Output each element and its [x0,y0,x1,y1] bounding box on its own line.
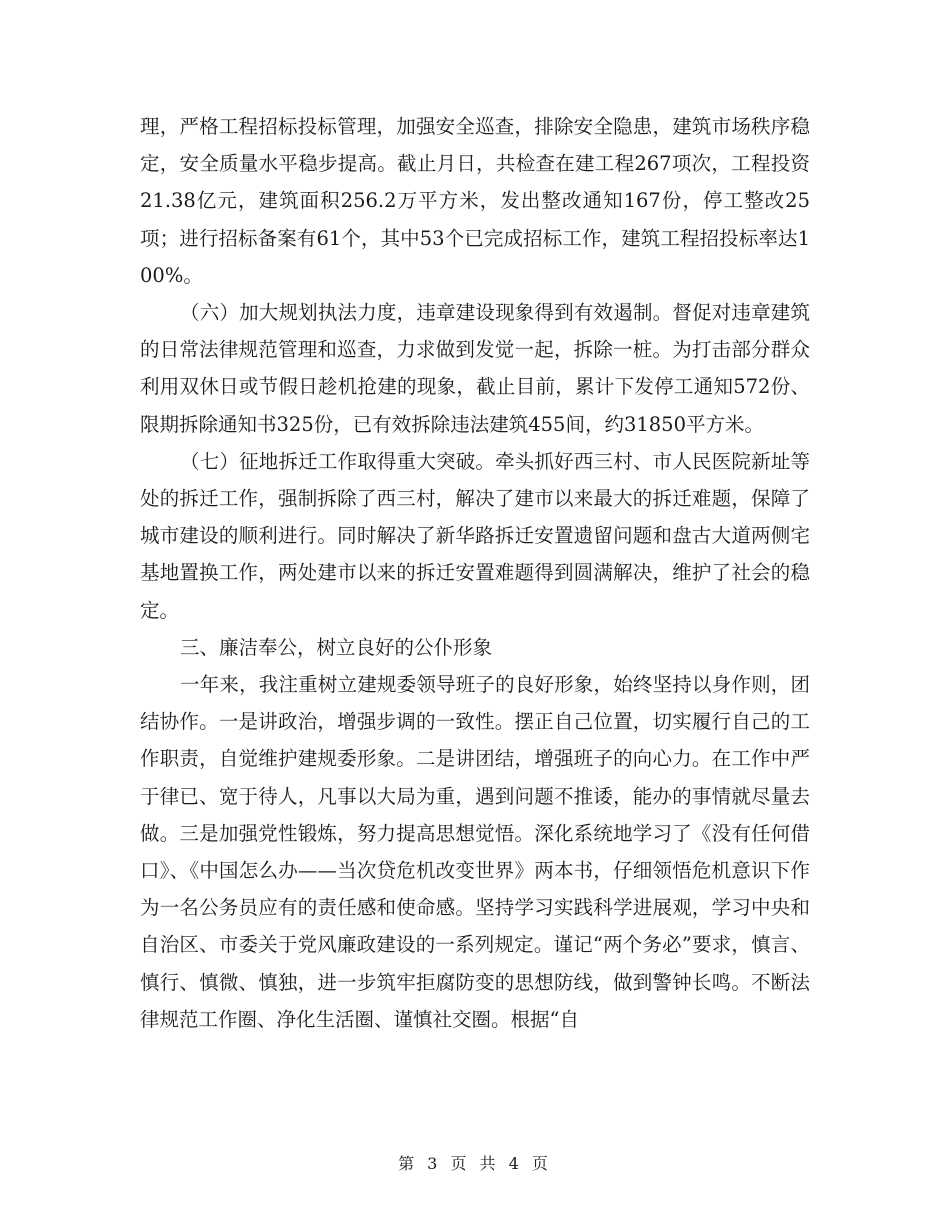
paragraph-six-planning-enforcement: （六）加大规划执法力度，违章建设现象得到有效遏制。督促对违章建筑的日常法律规范管理和巡查，力求做到发觉一起，拆除一桩。为打击部分群众利用双休日或节假日趁机抢建的现象，截止目前，累计下发停工通知572份、限期拆除通知书325份，已有效拆除违法建筑455间，约31850平方米。 [140,301,810,436]
section-heading-three: 三、廉洁奉公，树立良好的公仆形象 [180,635,493,659]
document-body [140,108,810,1038]
paragraph-integrity: 一年来，我注重树立建规委领导班子的良好形象，始终坚持以身作则，团结协作。一是讲政治，增强步调的一致性。摆正自己位置，切实履行自己的工作职责，自觉维护建规委形象。二是讲团结，增强班子的向心力。在工作中严于律已、宽于待人，凡事以大局为重，遇到问题不推诿，能办的事情就尽量去做。三是加强党性锻炼，努力提高思想觉悟。深化系统地学习了《没有任何借口》、《中国怎么办——当次贷危机改变世界》两本书，仔细领悟危机意识下作为一名公务员应有的责任感和使命感。坚持学习实践科学进展观，学习中央和自治区、市委关于党风廉政建设的一系列规定。谨记“两个务必”要求，慎言、慎行、慎微、慎独，进一步筑牢拒腐防变的思想防线，做到警钟长鸣。不断法律规范工作圈、净化生活圈、谨慎社交圈。根据“自 [140,673,810,1031]
page-number-footer: 第 3 页 共 4 页 [398,1154,552,1173]
paragraph-seven-demolition: （七）征地拆迁工作取得重大突破。牵头抓好西三村、市人民医院新址等处的拆迁工作，强制拆除了西三村，解决了建市以来最大的拆迁难题，保障了城市建设的顺利进行。同时解决了新华路拆迁安置遗留问题和盘古大道两侧宅基地置换工作，两处建市以来的拆迁安置难题得到圆满解决，维护了社会的稳定。 [140,449,810,622]
paragraph-continuation: 理，严格工程招标投标管理，加强安全巡查，排除安全隐患，建筑市场秩序稳定，安全质量水平稳步提高。截止月日，共检查在建工程267项次，工程投资21.38亿元，建筑面积256.2万平方米，发出整改通知167份，停工整改25项；进行招标备案有61个，其中53个已完成招标工作，建筑工程招投标率达100%。 [140,115,810,287]
